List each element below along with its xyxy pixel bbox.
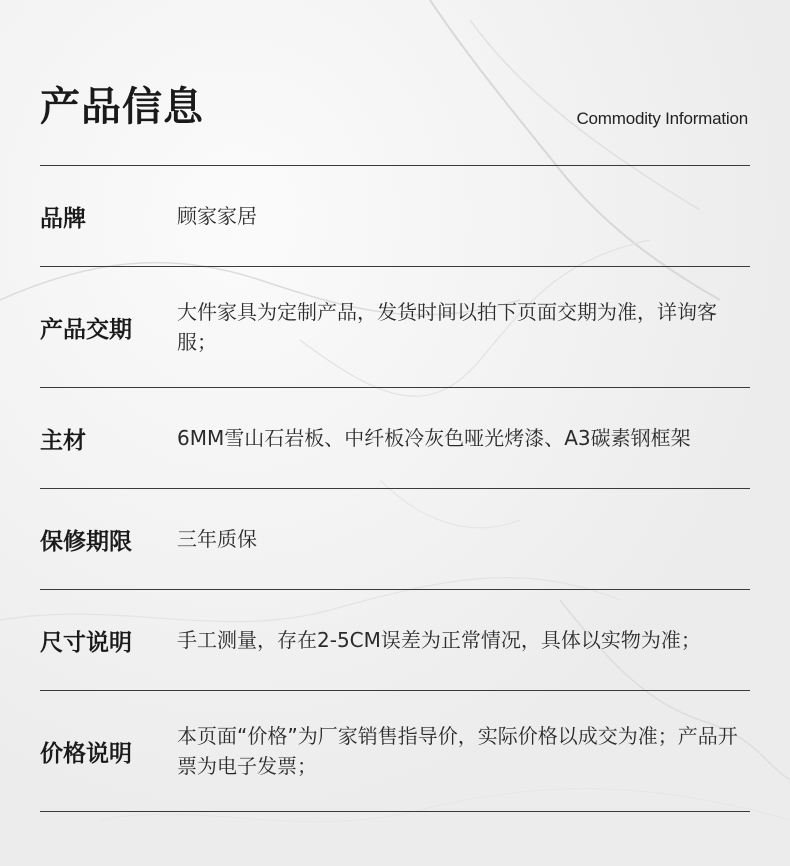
info-row-price	[40, 691, 750, 812]
info-row-material	[40, 388, 750, 489]
row-label: 保修期限	[40, 528, 132, 555]
row-value: 6MM雪山石岩板、中纤板冷灰色哑光烤漆、A3碳素钢框架	[177, 426, 691, 450]
info-row-delivery	[40, 267, 750, 388]
row-value: 手工测量，存在2-5CM误差为正常情况，具体以实物为准；	[177, 628, 701, 652]
row-label: 尺寸说明	[40, 629, 132, 656]
row-label: 价格说明	[40, 740, 132, 767]
row-value: 顾家家居	[177, 204, 257, 228]
row-label: 主材	[40, 427, 86, 454]
info-row-brand	[40, 166, 750, 267]
section-subtitle: Commodity Information	[576, 109, 748, 128]
row-value: 三年质保	[177, 527, 257, 551]
section-header	[40, 0, 750, 165]
info-row-size	[40, 590, 750, 691]
product-info-section	[40, 0, 750, 812]
row-value: 本页面“价格”为厂家销售指导价，实际价格以成交为准；产品开票为电子发票；	[177, 724, 738, 778]
row-value: 大件家具为定制产品，发货时间以拍下页面交期为准，详询客服；	[177, 300, 717, 354]
info-row-warranty	[40, 489, 750, 590]
row-label: 产品交期	[40, 316, 132, 343]
section-title: 产品信息	[40, 84, 204, 130]
row-label: 品牌	[40, 205, 86, 232]
